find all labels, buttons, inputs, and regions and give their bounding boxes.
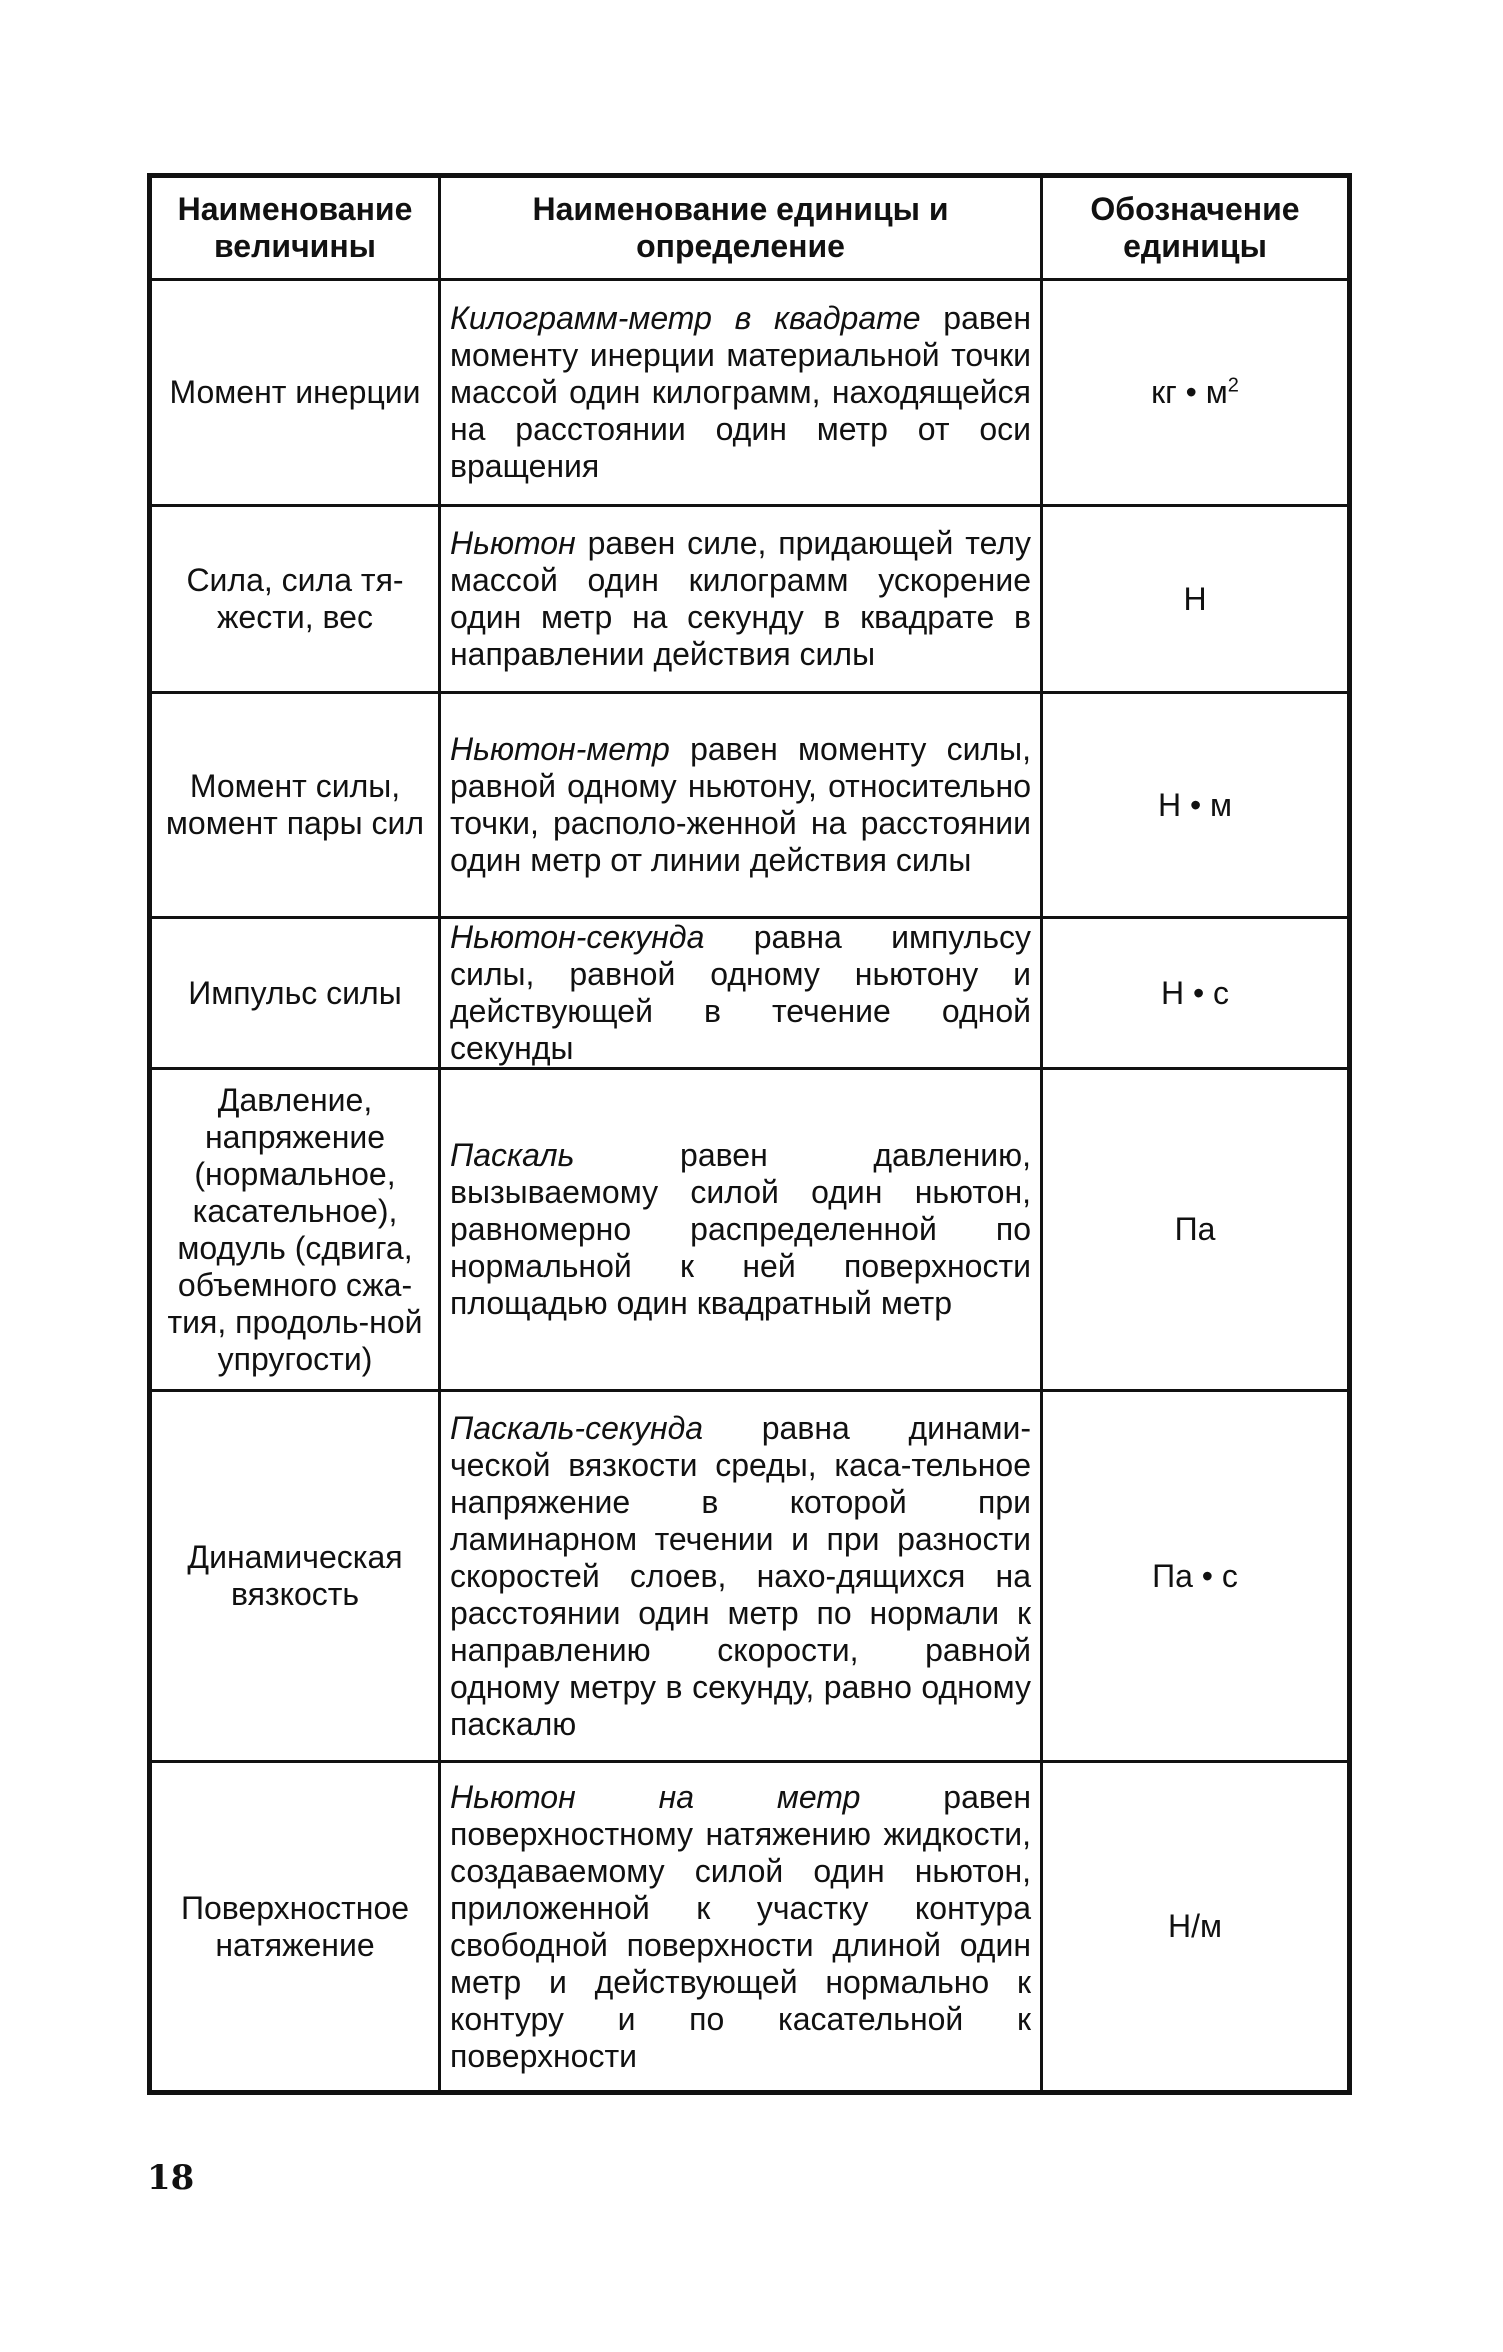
definition-cell (440, 1391, 1042, 1762)
definition-cell (440, 1762, 1042, 2093)
definition-cell (440, 506, 1042, 693)
unit-term: Ньютон-метр (450, 731, 670, 767)
unit-term: Паскаль (450, 1137, 575, 1173)
header-symbol: Обозначение единицы (1042, 176, 1350, 280)
definition-text: равен поверхностному натяжению жидкости, создаваемому силой один ньютон, приложенной к участку контура свободной поверхности длиной один метр и действующей нормально к контуру и по касательной к поверхности (450, 1778, 1031, 2074)
symbol-cell: Па (1042, 1069, 1350, 1391)
symbol-cell: Н • с (1042, 918, 1350, 1069)
definition-cell (440, 918, 1042, 1069)
quantity-cell: Момент инерции (150, 280, 440, 506)
unit-term: Килограмм-метр в квадрате (450, 300, 921, 336)
table-row (150, 918, 1350, 1069)
definition-text: равен моменту инерции материальной точки массой один килограмм, находящейся на расстоянии один метр от оси вращения (450, 300, 1032, 484)
table-row (150, 693, 1350, 918)
table-row (150, 1762, 1350, 2093)
symbol-cell: Н • м (1042, 693, 1350, 918)
header-quantity: Наименование величины (150, 176, 440, 280)
unit-term: Паскаль-секунда (450, 1409, 704, 1446)
unit-term: Ньютон-секунда (450, 919, 705, 955)
page-number: 18 (147, 2158, 195, 2198)
unit-term: Ньютон (450, 525, 576, 561)
symbol-cell: Н/м (1042, 1762, 1350, 2093)
symbol-text: кг • м (1151, 374, 1228, 410)
definition-cell (440, 693, 1042, 918)
quantity-cell: Поверхностное натяжение (150, 1762, 440, 2093)
quantity-cell: Сила, сила тя-жести, вес (150, 506, 440, 693)
definition-text: равен давлению, вызываемому силой один ньютон, равномерно распределенной по нормальной к ней поверхности площадью один квадратный метр (450, 1137, 1031, 1321)
symbol-cell: Н (1042, 506, 1350, 693)
definition-cell (440, 280, 1042, 506)
definition-text: равна динами-ческой вязкости среды, каса-тельное напряжение в которой при ламинарном течении и при разности скоростей слоев, нахо-дящихся на расстоянии один метр по нормали к направлению скорости, равной одному метру в секунду, равно одному паскалю (450, 1409, 1031, 1742)
header-row (150, 176, 1350, 280)
table-row (150, 280, 1350, 506)
header-unit-definition: Наименование единицы и определение (440, 176, 1042, 280)
table-row (150, 1069, 1350, 1391)
quantity-cell: Момент силы, момент пары сил (150, 693, 440, 918)
quantity-cell: Динамическая вязкость (150, 1391, 440, 1762)
definition-text: равна импульсу силы, равной одному ньютону и действующей в течение одной секунды (450, 919, 1031, 1066)
symbol-cell (1042, 280, 1350, 506)
table-row (150, 1391, 1350, 1762)
definition-text: равен моменту силы, равной одному ньютону, относительно точки, располо-женной на расстоянии один метр от линии действия силы (450, 731, 1031, 878)
definition-text: равен силе, придающей телу массой один килограмм ускорение один метр на секунду в квадрате в направлении действия силы (450, 525, 1031, 672)
definition-cell (440, 1069, 1042, 1391)
symbol-cell: Па • с (1042, 1391, 1350, 1762)
unit-term: Ньютон на метр (450, 1778, 861, 1815)
table-row (150, 506, 1350, 693)
quantity-cell: Давление, напряжение (нормальное, касательное), модуль (сдвига, объемного сжа-тия, продоль-ной упругости) (150, 1069, 440, 1391)
symbol-superscript: 2 (1227, 374, 1239, 397)
units-table (147, 173, 1352, 2095)
quantity-cell: Импульс силы (150, 918, 440, 1069)
